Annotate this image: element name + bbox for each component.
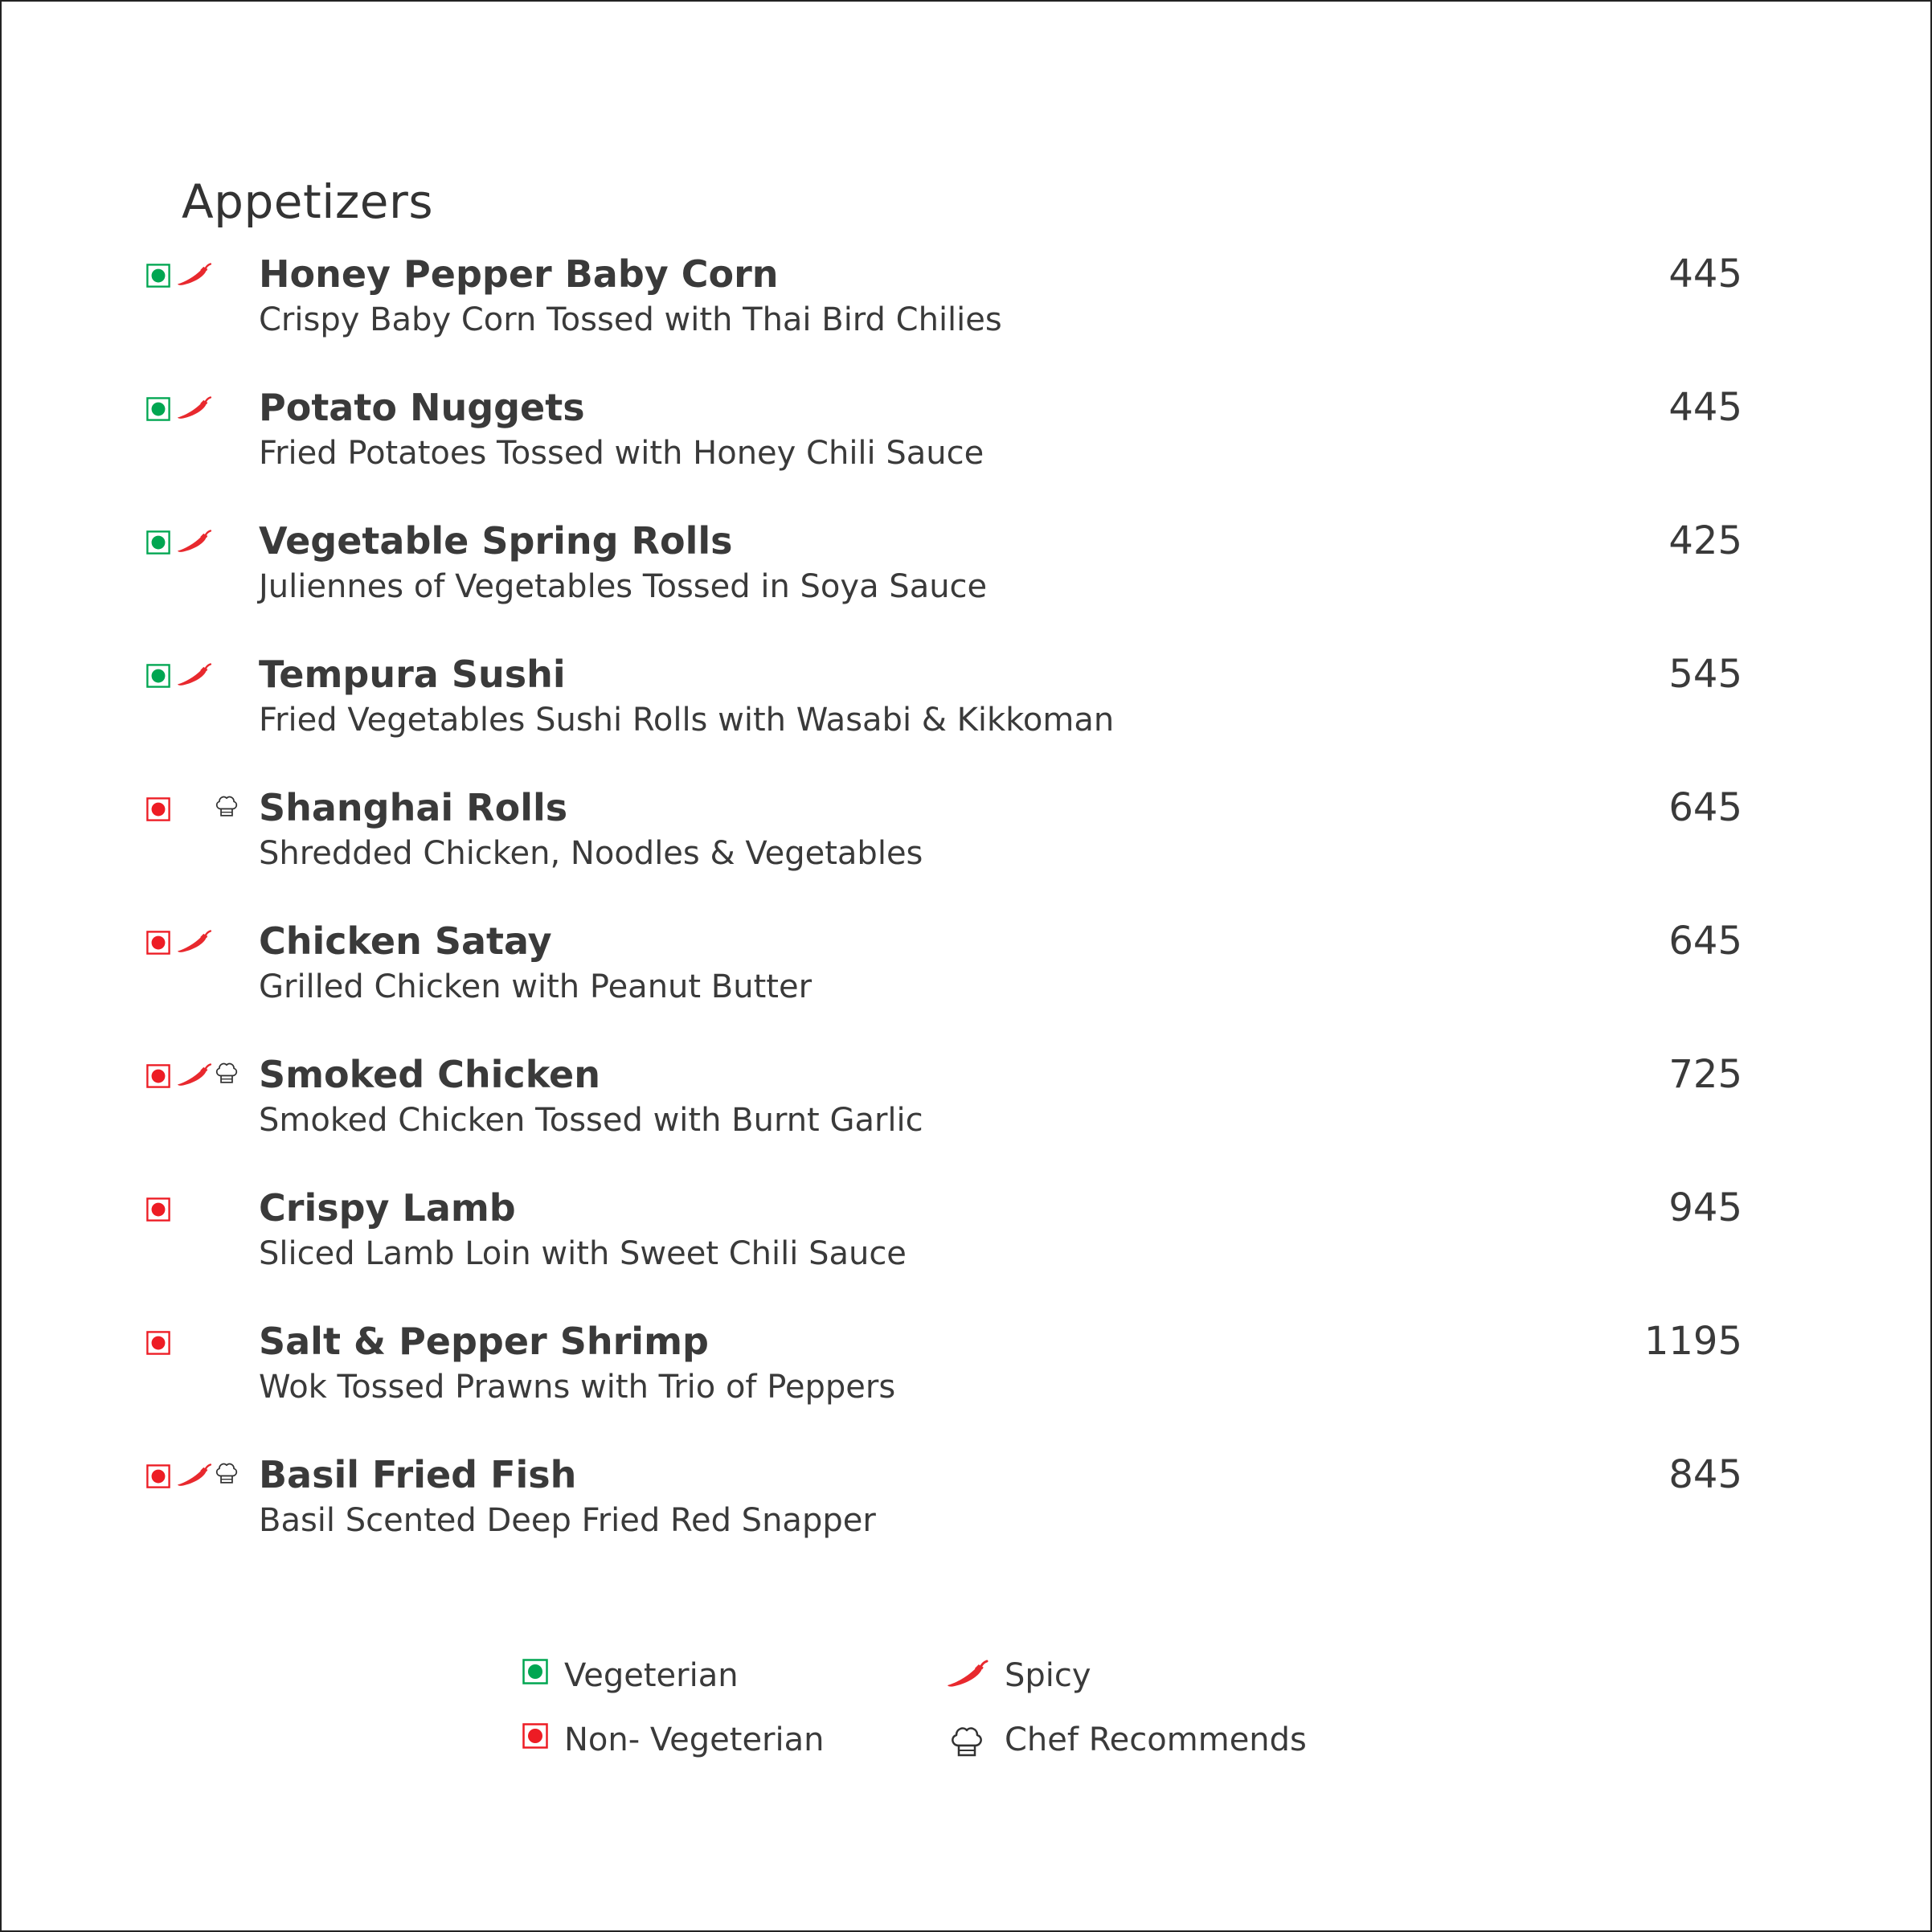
item-icons (146, 924, 251, 961)
item-icons (146, 1191, 251, 1228)
legend-spicy-label: Spicy (1005, 1657, 1091, 1694)
chef-hat-icon (214, 1459, 241, 1496)
item-price: 945 (1668, 1185, 1742, 1230)
item-icons (146, 524, 251, 561)
item-name: Chicken Satay (259, 919, 552, 963)
item-icons (146, 657, 251, 694)
item-icons (146, 1458, 251, 1495)
chef-hat-icon (948, 1723, 985, 1763)
menu-item (0, 784, 1932, 897)
veg-icon (146, 264, 170, 301)
item-icons (146, 1058, 251, 1095)
item-description: Sliced Lamb Loin with Sweet Chili Sauce (259, 1235, 907, 1272)
section-title: Appetizers (182, 174, 434, 229)
menu-item (0, 384, 1932, 497)
legend-chef-label: Chef Recommends (1005, 1721, 1307, 1758)
item-name: Potato Nuggets (259, 386, 585, 429)
item-description: Fried Potatoes Tossed with Honey Chili Sauce (259, 435, 984, 472)
chili-icon (175, 529, 215, 566)
item-price: 725 (1668, 1052, 1742, 1097)
chef-hat-icon (214, 1059, 241, 1096)
menu-item (0, 1185, 1932, 1297)
chili-icon (175, 929, 215, 966)
item-description: Crispy Baby Corn Tossed with Thai Bird Chilies (259, 301, 1002, 338)
item-name: Vegetable Spring Rolls (259, 519, 733, 563)
menu-item (0, 1318, 1932, 1431)
chili-icon (175, 1062, 215, 1099)
item-name: Tempura Sushi (259, 653, 566, 696)
nonveg-icon (146, 1331, 170, 1368)
chili-icon (175, 662, 215, 699)
item-description: Fried Vegetables Sushi Rolls with Wasabi & Kikkoman (259, 702, 1115, 739)
chili-icon (175, 262, 215, 299)
menu-item (0, 518, 1932, 630)
menu-item (0, 1451, 1932, 1564)
chili-icon (175, 395, 215, 432)
chef-hat-icon (214, 792, 241, 829)
item-price: 645 (1668, 785, 1742, 830)
menu-item (0, 251, 1932, 363)
nonveg-icon (522, 1723, 548, 1752)
item-price: 1195 (1643, 1319, 1742, 1364)
chili-icon (945, 1659, 989, 1691)
menu-item (0, 918, 1932, 1030)
chili-icon (175, 1463, 215, 1500)
item-description: Juliennes of Vegetables Tossed in Soya Sauce (259, 568, 988, 605)
menu-item (0, 1051, 1932, 1164)
item-description: Shredded Chicken, Noodles & Vegetables (259, 835, 923, 872)
item-name: Honey Pepper Baby Corn (259, 252, 779, 296)
legend-nonveg-label: Non- Vegeterian (564, 1721, 825, 1758)
item-icons (146, 791, 251, 828)
item-icons (146, 391, 251, 428)
veg-icon (522, 1659, 548, 1688)
item-description: Wok Tossed Prawns with Trio of Peppers (259, 1369, 896, 1406)
item-name: Smoked Chicken (259, 1053, 601, 1096)
item-icons (146, 1324, 251, 1361)
veg-icon (146, 530, 170, 567)
item-name: Basil Fried Fish (259, 1453, 577, 1496)
item-description: Grilled Chicken with Peanut Butter (259, 968, 813, 1005)
item-description: Smoked Chicken Tossed with Burnt Garlic (259, 1102, 923, 1139)
legend (0, 1656, 1932, 1768)
item-price: 445 (1668, 252, 1742, 297)
item-price: 845 (1668, 1452, 1742, 1497)
nonveg-icon (146, 797, 170, 834)
item-description: Basil Scented Deep Fried Red Snapper (259, 1502, 876, 1539)
item-price: 425 (1668, 518, 1742, 563)
item-name: Salt & Pepper Shrimp (259, 1320, 709, 1363)
item-price: 645 (1668, 919, 1742, 964)
item-price: 545 (1668, 652, 1742, 697)
nonveg-icon (146, 1064, 170, 1101)
veg-icon (146, 397, 170, 434)
nonveg-icon (146, 1197, 170, 1234)
legend-veg-label: Vegeterian (564, 1657, 739, 1694)
item-name: Crispy Lamb (259, 1186, 516, 1230)
item-price: 445 (1668, 385, 1742, 430)
nonveg-icon (146, 1464, 170, 1501)
item-name: Shanghai Rolls (259, 786, 568, 829)
veg-icon (146, 664, 170, 701)
menu-item (0, 651, 1932, 763)
item-icons (146, 257, 251, 294)
nonveg-icon (146, 931, 170, 968)
